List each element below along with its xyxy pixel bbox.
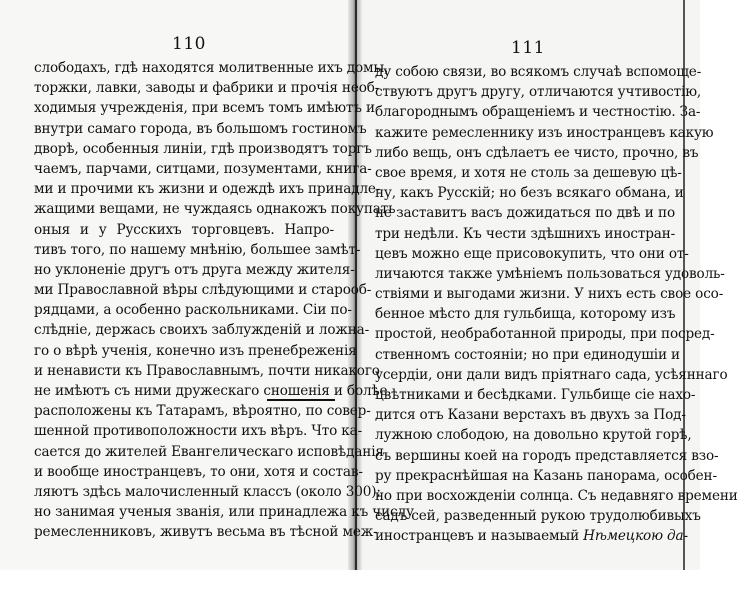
text-line: [375, 486, 738, 506]
text-line: [34, 401, 371, 421]
text-line-content: ми Православной вѣры слѣдующими и старооб-: [34, 282, 372, 299]
bottom-margin: [0, 570, 700, 598]
text-line: [34, 139, 372, 159]
text-line-content: усердіи, они дали видъ пріятнаго сада, усѣяннаго: [375, 366, 728, 383]
text-line: [375, 163, 682, 183]
text-line-content: ну, какъ Русскій; но безъ всякаго обмана, и: [375, 185, 684, 202]
text-line: [34, 179, 381, 199]
text-line-content: шенной противоположности ихъ вѣръ. Что ка-: [34, 423, 363, 440]
text-line: [375, 82, 702, 102]
text-line: [34, 462, 363, 482]
text-line: [375, 425, 692, 445]
text-line: [375, 304, 675, 324]
text-line: [34, 341, 357, 361]
text-line: [375, 123, 714, 143]
text-line: [34, 361, 380, 381]
text-line-content: иностранцевъ и называемый: [375, 528, 579, 545]
text-line-content: но занимая ученыя званія, или принадлежа къ числу: [34, 504, 414, 521]
text-line-content: слѣдніе, держась своихъ заблужденій и ложна-: [34, 322, 370, 339]
italic-phrase: Нѣмецкою да-: [583, 528, 688, 545]
text-line-content: торжки, лавки, заводы и фабрики и прочія необ-: [34, 80, 380, 97]
text-line: [375, 345, 680, 365]
text-line: [34, 442, 384, 462]
text-line: [375, 203, 675, 223]
text-line-content: садъ сей, разведенный рукою трудолюбивыхъ: [375, 508, 701, 525]
text-line: [34, 98, 375, 118]
text-line-content: цвѣтниками и бесѣдками. Гульбище сіе нахо-: [375, 387, 696, 403]
text-line: [34, 119, 367, 139]
text-line: [34, 159, 372, 179]
text-line-content: но уклоненіе другъ отъ друга между жителя-: [34, 261, 355, 278]
text-line: [34, 78, 380, 98]
text-line-content: го о вѣрѣ ученія, конечно изъ пренебреженія: [34, 342, 357, 359]
text-line-content: тивъ того, по нашему мнѣнію, большее замѣт-: [34, 241, 361, 258]
text-line-content: простой, необработанной природы, при посред-: [375, 326, 715, 343]
text-line-content: ми и прочими къ жизни и одеждѣ ихъ принадле-: [34, 181, 381, 198]
text-line-content: цевъ можно еще присовокупить, что они от-: [375, 245, 689, 262]
text-line: [34, 502, 414, 522]
text-line: [375, 62, 702, 82]
left-page-text: [34, 58, 414, 543]
text-line-content: и вообще иностранцевъ, то они, хотя и состав-: [34, 463, 363, 480]
text-line: [34, 300, 352, 320]
text-line-content: ствіями и выгодами жизни. У нихъ есть свое осо-: [375, 286, 724, 303]
text-line-content: не имѣютъ съ ними дружескаго сношенія и болѣе: [34, 383, 388, 399]
text-line-content: чаемъ, парчами, ситцами, позументами, книга-: [34, 160, 372, 177]
text-line: [375, 324, 715, 344]
text-line-content: съ вершины коей на городъ представляется взо-: [375, 447, 719, 464]
text-line-content: оныя и у Русскихъ торговцевъ. Напро-: [34, 221, 334, 238]
text-line: [375, 526, 688, 546]
text-line: [375, 143, 699, 163]
text-line-content: три недѣли. Къ чести здѣшнихъ иностран-: [375, 225, 676, 242]
text-line-content: рядцами, а особенно раскольниками. Сіи по-: [34, 302, 352, 319]
text-line-content: личаются также умѣніемъ пользоваться удоволь-: [375, 265, 725, 282]
text-line: [375, 284, 724, 304]
text-line-content: дворѣ, особенныя линіи, гдѣ производятъ торгъ: [34, 140, 372, 157]
text-line: [375, 446, 719, 466]
text-line: [375, 405, 686, 425]
underline-mark: [267, 399, 335, 401]
text-line-content: не заставитъ васъ дожидаться по двѣ и по: [375, 205, 675, 222]
text-line-content: ру прекраснѣйшая на Казань панорама, особен-: [375, 467, 717, 484]
text-line-content: ственномъ состояніи; но при единодушіи и: [375, 346, 680, 363]
text-line: [375, 466, 717, 486]
text-line: [375, 506, 701, 526]
text-line: [34, 260, 355, 280]
text-line-content: ляютъ здѣсь малочисленный классъ (около 300);: [34, 483, 381, 500]
text-line-content: дится отъ Казани верстахъ въ двухъ за Под-: [375, 407, 686, 424]
text-line: [375, 244, 689, 264]
text-line: [34, 240, 361, 260]
text-line-content: ходимыя учрежденія, при всемъ томъ имѣютъ и: [34, 100, 375, 117]
text-line-content: ремесленниковъ, живутъ весьма въ тѣсной меж-: [34, 524, 378, 541]
text-line: [34, 280, 372, 300]
text-line-content: сается до жителей Евангелическаго исповѣданія: [34, 443, 384, 460]
text-line-content: либо вещь, онъ сдѣлаетъ ее чисто, прочно, въ: [375, 144, 699, 161]
text-line-content: кажите ремесленнику изъ иностранцевъ какую: [375, 124, 714, 141]
text-line-content: бенное мѣсто для гульбища, которому изъ: [375, 306, 676, 323]
text-line-content: и ненависти къ Православнымъ, почти никакого: [34, 362, 380, 379]
text-line: [375, 365, 728, 385]
right-page-text: [375, 62, 738, 547]
text-line-content: лужною слободою, на довольно крутой горѣ,: [375, 427, 692, 444]
text-line: [375, 264, 725, 284]
page-number-right: 111: [511, 38, 545, 58]
text-line: [34, 522, 378, 542]
text-line: [34, 320, 370, 340]
text-line: [375, 385, 696, 405]
page-number-left: 110: [172, 34, 206, 54]
text-line-content: благороднымъ обращеніемъ и честностію. За-: [375, 104, 701, 121]
text-line: [34, 58, 389, 78]
text-line: [34, 220, 334, 240]
text-line-content: ствуютъ другъ другу, отличаются учтивостію,: [375, 84, 702, 101]
text-line-content: жащими вещами, не чуждаясь однакожъ покупать: [34, 201, 396, 218]
text-line-content: слободахъ, гдѣ находятся молитвенные ихъ домы,: [34, 60, 389, 76]
text-line-content: внутри самаго города, въ большомъ гостиномъ: [34, 120, 367, 137]
text-line: [34, 482, 381, 502]
text-line-content: свое время, и хотя не столь за дешевую цѣ-: [375, 164, 682, 181]
text-line: [375, 102, 701, 122]
text-line: [34, 421, 363, 441]
text-line-content: ду собою связи, во всякомъ случаѣ вспомоще-: [375, 64, 702, 80]
text-line-content: но при восхожденіи солнца. Съ недавняго времени: [375, 487, 738, 504]
text-line: [375, 224, 675, 244]
text-line: [375, 183, 684, 203]
text-line: [34, 199, 396, 219]
text-line-content: расположены къ Татарамъ, вѣроятно, по совер-: [34, 403, 371, 420]
